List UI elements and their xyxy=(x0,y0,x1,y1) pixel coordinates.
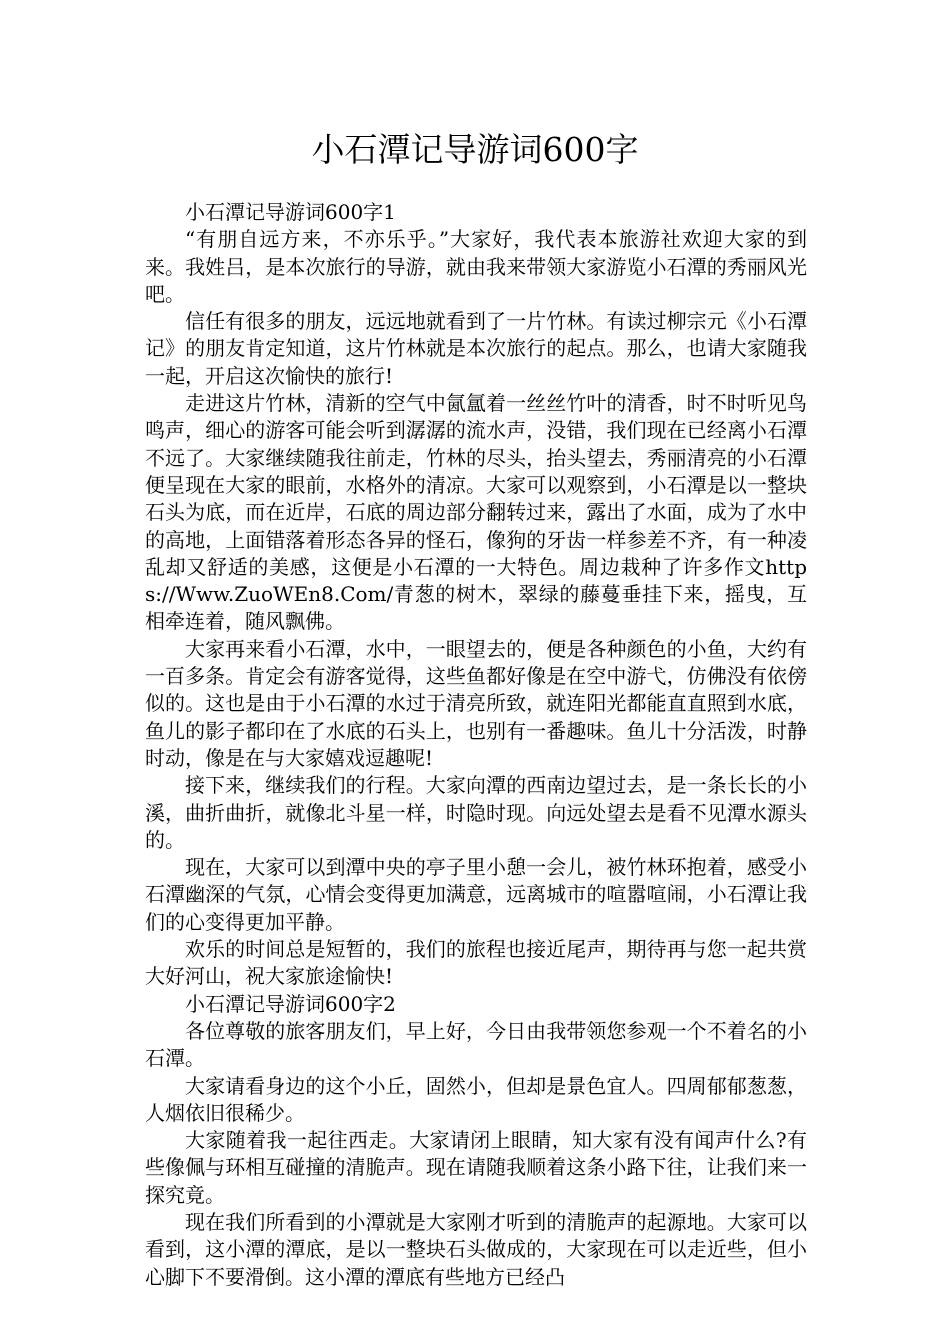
paragraph: 接下来，继续我们的行程。大家向潭的西南边望过去，是一条长长的小溪，曲折曲折，就像北斗星一样，时隐时现。向远处望去是看不见潭水源头的。 xyxy=(145,773,807,852)
paragraph: 大家再来看小石潭，水中，一眼望去的，便是各种颜色的小鱼，大约有一百多条。肯定会有游客觉得，这些鱼都好像是在空中游弋，仿佛没有依傍似的。这也是由于小石潭的水过于清亮所致，就连阳光都能直直照到水底，鱼儿的影子都印在了水底的石头上，也别有一番趣味。鱼儿十分活泼，时静时动，像是在与大家嬉戏逗趣呢! xyxy=(145,636,807,770)
paragraph: 信任有很多的朋友，远远地就看到了一片竹林。有读过柳宗元《小石潭记》的朋友肯定知道，这片竹林就是本次旅行的起点。那么，也请大家随我一起，开启这次愉快的旅行! xyxy=(145,309,807,388)
paragraph: 走进这片竹林，清新的空气中氤氲着一丝丝竹叶的清香，时不时听见鸟鸣声，细心的游客可能会听到潺潺的流水声，没错，我们现在已经离小石潭不远了。大家继续随我往前走，竹林的尽头，抬头望去，秀丽清亮的小石潭便呈现在大家的眼前，水格外的清凉。大家可以观察到，小石潭是以一整块石头为底，而在近岸，石底的周边部分翻转过来，露出了水面，成为了水中的高地，上面错落着形态各异的怪石，像狗的牙齿一样参差不齐，有一种凌乱却又舒适的美感，这便是小石潭的一大特色。周边栽种了许多作文https://Www.ZuoWEn8.Com/青葱的树木，翠绿的藤蔓垂挂下来，摇曳，互相牵连着，随风飘佛。 xyxy=(145,391,807,634)
paragraph: “有朋自远方来，不亦乐乎。”大家好，我代表本旅游社欢迎大家的到来。我姓吕，是本次旅行的导游，就由我来带领大家游览小石潭的秀丽风光吧。 xyxy=(145,227,807,306)
document-title: 小石潭记导游词600字 xyxy=(311,130,639,169)
section-heading-1: 小石潭记导游词600字1 xyxy=(185,200,396,224)
paragraph: 大家请看身边的这个小丘，固然小，但却是景色宜人。四周郁郁葱葱，人烟依旧很稀少。 xyxy=(145,1073,807,1125)
paragraph: 现在我们所看到的小潭就是大家刚才听到的清脆声的起源地。大家可以看到，这小潭的潭底，是以一整块石头做成的，大家现在可以走近些，但小心脚下不要滑倒。这小潭的潭底有些地方已经凸 xyxy=(145,1209,807,1289)
document-body xyxy=(145,199,807,1291)
paragraph: 各位尊敬的旅客朋友们，早上好，今日由我带领您参观一个不着名的小石潭。 xyxy=(145,1018,807,1071)
paragraph: 欢乐的时间总是短暂的，我们的旅程也接近尾声，期待再与您一起共赏大好河山，祝大家旅途愉快! xyxy=(145,937,807,989)
paragraph: 现在，大家可以到潭中央的亭子里小憩一会儿，被竹林环抱着，感受小石潭幽深的气氛，心情会变得更加满意，远离城市的喧嚣喧闹，小石潭让我们的心变得更加平静。 xyxy=(145,855,807,934)
section-heading-2: 小石潭记导游词600字2 xyxy=(185,991,396,1016)
paragraph: 大家随着我一起往西走。大家请闭上眼睛，知大家有没有闻声什么?有些像佩与环相互碰撞的清脆声。现在请随我顺着这条小路下往，让我们来一探究竟。 xyxy=(145,1128,807,1207)
